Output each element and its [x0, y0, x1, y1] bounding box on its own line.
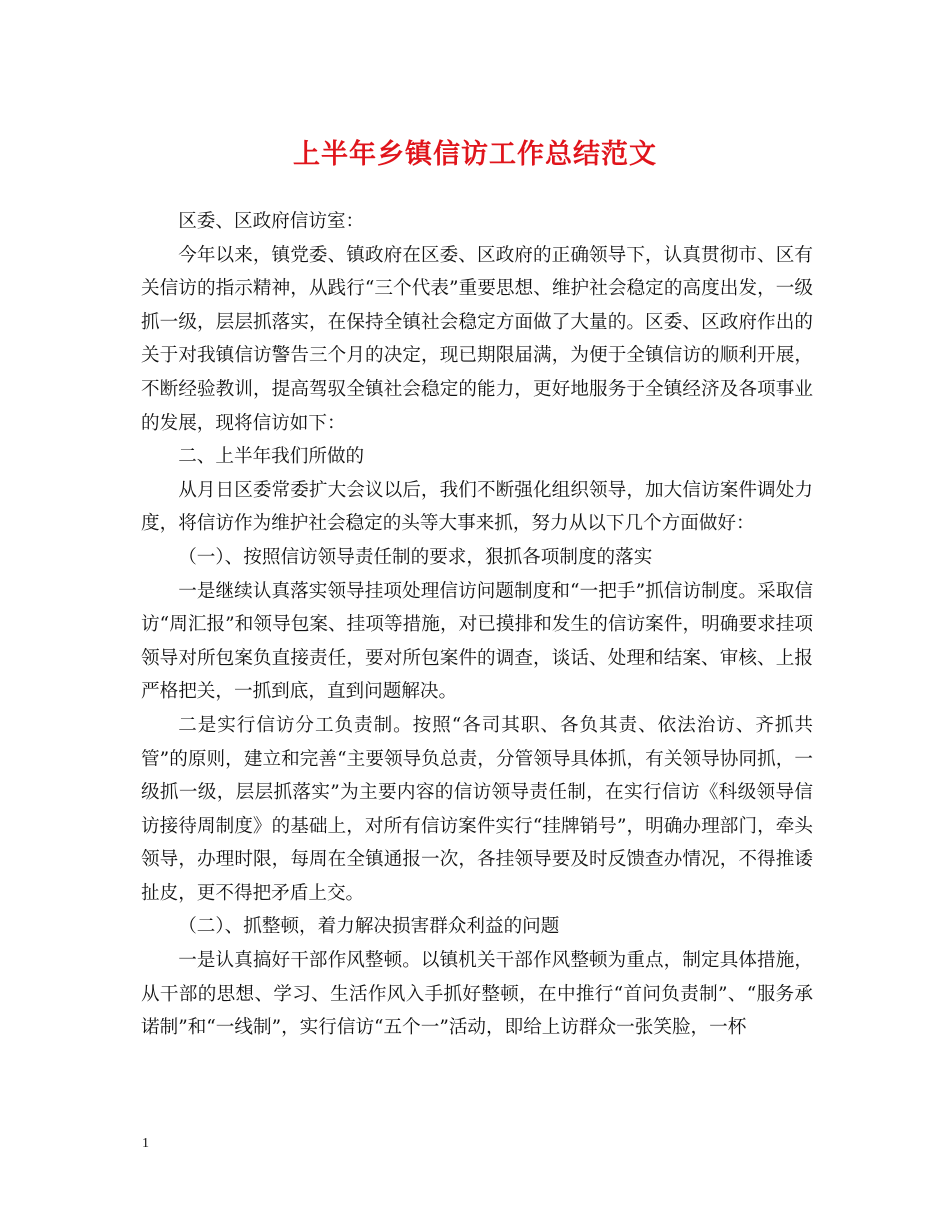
body-paragraph: 二是实行信访分工负责制。按照“各司其职、各负其责、依法治访、齐抓共管”的原则，建立和完善“主要领导负总责，分管领导具体抓，有关领导协同抓，一级抓一级，层层抓落实”为主要内容的信访领导责任制，在实行信访《科级领导信访接待周制度》的基础上，对所有信访案件实行“挂牌销号”，明确办理部门，牵头领导，办理时限，每周在全镇通报一次，各挂领导要及时反馈查办情况，不得推诿扯皮，更不得把矛盾上交。	[141, 714, 813, 904]
document-body	[141, 205, 813, 1045]
page-number: 1	[142, 1136, 149, 1151]
intro-paragraph: 今年以来，镇党委、镇政府在区委、区政府的正确领导下，认真贯彻市、区有关信访的指示精神，从践行“三个代表”重要思想、维护社会稳定的高度出发，一级抓一级，层层抓落实，在保持全镇社会稳定方面做了大量的。区委、区政府作出的关于对我镇信访警告三个月的决定，现已期限届满，为便于全镇信访的顺利开展，不断经验教训，提高驾驭全镇社会稳定的能力，更好地服务于全镇经济及各项事业的发展，现将信访如下：	[141, 244, 813, 434]
body-paragraph: 一是继续认真落实领导挂项处理信访问题制度和“一把手”抓信访制度。采取信访“周汇报”和领导包案、挂项等措施，对已摸排和发生的信访案件，明确要求挂项领导对所包案负直接责任，要对所包案件的调查，谈话、处理和结案、审核、上报严格把关，一抓到底，直到问题解决。	[141, 580, 813, 703]
salutation-paragraph: 区委、区政府信访室：	[178, 211, 365, 232]
subsection-heading: （一）、按照信访领导责任制的要求，狠抓各项制度的落实	[178, 546, 653, 568]
subsection-heading: （二）、抓整顿，着力解决损害群众利益的问题	[178, 916, 560, 938]
body-paragraph: 从月日区委常委扩大会议以后，我们不断强化组织领导，加大信访案件调处力度，将信访作为维护社会稳定的头等大事来抓，努力从以下几个方面做好：	[141, 479, 813, 535]
section-heading: 二、上半年我们所做的	[178, 446, 365, 468]
body-paragraph: 一是认真搞好干部作风整顿。以镇机关干部作风整顿为重点，制定具体措施，从干部的思想、学习、生活作风入手抓好整顿，在中推行“首问负责制”、“服务承诺制”和“一线制”，实行信访“五个一”活动，即给上访群众一张笑脸，一杯	[141, 950, 813, 1039]
document-title: 上半年乡镇信访工作总结范文	[293, 139, 657, 170]
